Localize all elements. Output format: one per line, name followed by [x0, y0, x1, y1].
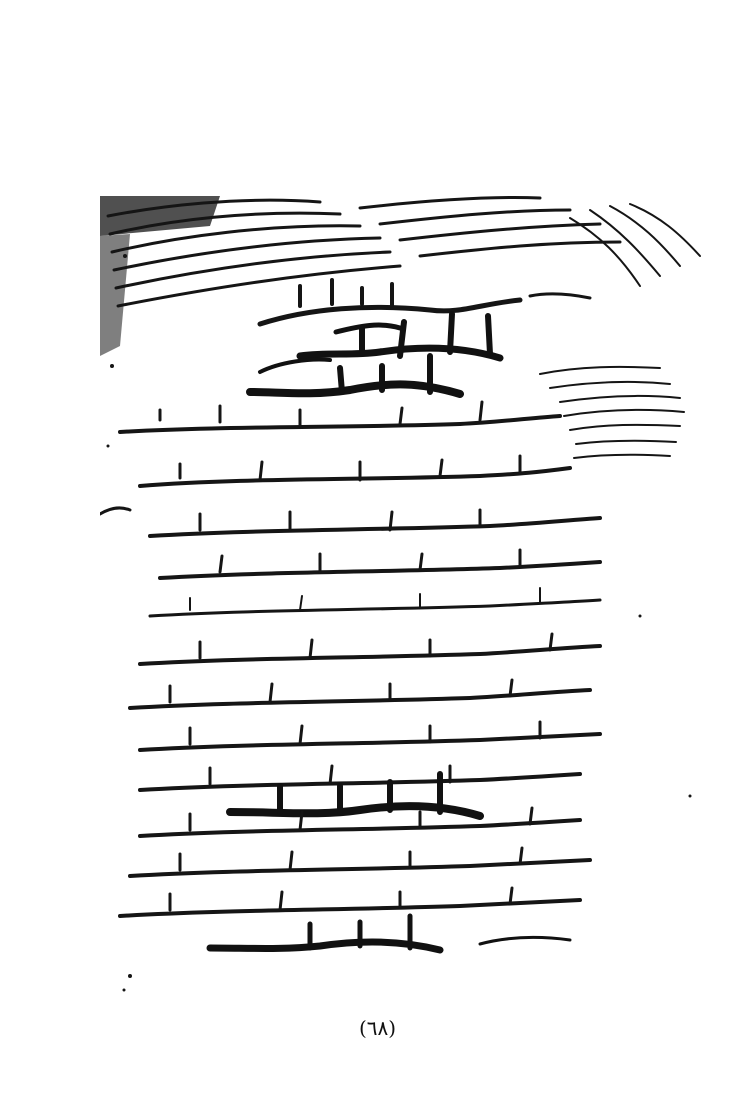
page-number: (٦٨) — [358, 1016, 397, 1040]
paper-speckles — [107, 254, 692, 992]
heading-first-hadith — [250, 356, 460, 394]
marginal-notes-right — [540, 367, 684, 458]
manuscript-text-lines-2 — [120, 808, 590, 916]
manuscript-text-lines — [100, 402, 600, 790]
heading-second-hadith — [230, 774, 480, 816]
manuscript-page-image — [100, 196, 720, 996]
title-calligraphy — [260, 314, 500, 372]
heading-third-hadith — [210, 916, 570, 950]
basmala-line — [260, 280, 590, 324]
